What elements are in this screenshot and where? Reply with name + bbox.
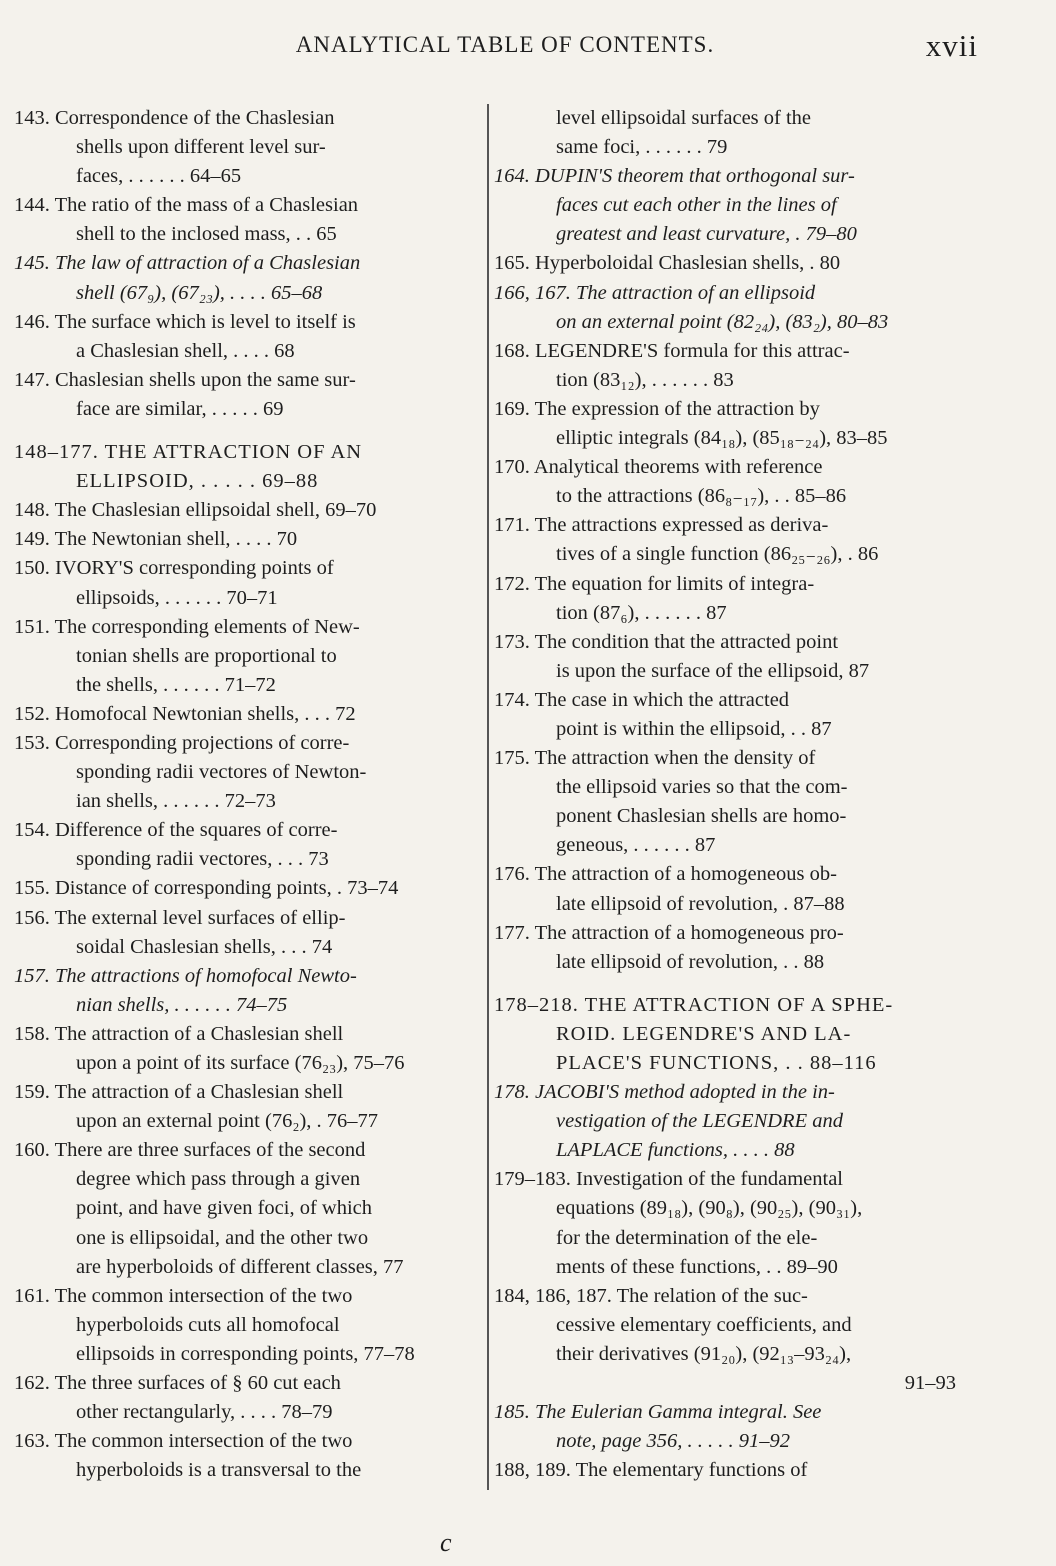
toc-line: 164. DUPIN'S theorem that orthogonal sur- [494, 165, 855, 188]
toc-line: ROID. LEGENDRE'S AND LA- [556, 1022, 852, 1045]
toc-line: one is ellipsoidal, and the other two [76, 1226, 369, 1249]
toc-line: 173. The condition that the attracted point [494, 630, 839, 653]
toc-line: tonian shells are proportional to [76, 644, 337, 667]
toc-line: equations (89₁₈), (90₈), (90₂₅), (90₃₁), [556, 1197, 863, 1220]
toc-line: 159. The attraction of a Chaslesian shell [14, 1081, 344, 1104]
toc-line: 172. The equation for limits of integra- [494, 572, 815, 595]
section-gap [494, 977, 976, 991]
toc-line: elliptic integrals (84₁₈), (85₁₈₋₂₄), 83–85 [556, 427, 888, 450]
contents-column-left [14, 104, 490, 1485]
toc-line: ments of these functions, . . 89–90 [556, 1255, 838, 1278]
toc-line: upon an external point (76₂), . 76–77 [76, 1110, 379, 1133]
toc-line: 160. There are three surfaces of the second [14, 1139, 366, 1162]
toc-line: level ellipsoidal surfaces of the [556, 107, 812, 129]
toc-line: soidal Chaslesian shells, . . . 74 [76, 935, 333, 958]
toc-line: 163. The common intersection of the two [14, 1430, 353, 1453]
toc-line: 171. The attractions expressed as deriva- [494, 514, 829, 537]
toc-line: shell to the inclosed mass, . . 65 [76, 223, 337, 246]
toc-line: hyperboloids is a transversal to the [76, 1459, 362, 1482]
toc-line: 148–177. THE ATTRACTION OF AN [14, 441, 363, 464]
toc-line: 154. Difference of the squares of corre- [14, 819, 338, 842]
toc-line: geneous, . . . . . . 87 [556, 834, 716, 857]
toc-line: 146. The surface which is level to itself is [14, 310, 356, 333]
page-title: ANALYTICAL TABLE OF CONTENTS. [295, 32, 715, 57]
toc-line: 168. LEGENDRE'S formula for this attrac- [494, 339, 850, 362]
toc-line: on an external point (82₂₄), (83₂), 80–83 [556, 310, 889, 333]
section-gap [14, 424, 490, 438]
toc-line: faces cut each other in the lines of [556, 194, 837, 217]
toc-line: tion (87₆), . . . . . . 87 [556, 601, 727, 624]
toc-line: other rectangularly, . . . . 78–79 [76, 1401, 333, 1424]
toc-line: 178. JACOBI'S method adopted in the in- [494, 1081, 835, 1104]
contents-column-right [494, 104, 976, 1485]
toc-line: cessive elementary coefficients, and [556, 1313, 852, 1336]
toc-line: note, page 356, . . . . . 91–92 [556, 1430, 791, 1453]
page-number: xvii [925, 28, 978, 63]
toc-line: LAPLACE functions, . . . . 88 [556, 1139, 795, 1162]
toc-line: shell (67₉), (67₂₃), . . . . 65–68 [76, 281, 323, 304]
toc-line: point, and have given foci, of which [76, 1197, 373, 1220]
toc-line: 165. Hyperboloidal Chaslesian shells, . 80 [494, 252, 841, 275]
toc-line: sponding radii vectores of Newton- [76, 761, 367, 784]
toc-line: late ellipsoid of revolution, . . 88 [556, 950, 825, 973]
toc-line: 144. The ratio of the mass of a Chaslesian [14, 194, 359, 217]
toc-line: 143. Correspondence of the Chaslesian [14, 107, 335, 129]
toc-line: 162. The three surfaces of § 60 cut each [14, 1372, 341, 1395]
toc-line: 148. The Chaslesian ellipsoidal shell, 69–70 [14, 499, 377, 522]
toc-line: 155. Distance of corresponding points, . 73–74 [14, 877, 399, 900]
toc-line: 174. The case in which the attracted [494, 688, 790, 711]
toc-line: 151. The corresponding elements of New- [14, 615, 360, 638]
toc-line: 177. The attraction of a homogeneous pro- [494, 921, 844, 944]
toc-line: for the determination of the ele- [556, 1226, 818, 1249]
toc-line: hyperboloids cuts all homofocal [76, 1313, 340, 1336]
toc-line: upon a point of its surface (76₂₃), 75–76 [76, 1052, 405, 1074]
page-header [0, 28, 1056, 68]
toc-line: face are similar, . . . . . 69 [76, 397, 284, 420]
toc-line: tives of a single function (86₂₅₋₂₆), . 86 [556, 543, 879, 566]
toc-line: faces, . . . . . . 64–65 [76, 165, 242, 188]
toc-line: to the attractions (86₈₋₁₇), . . 85–86 [556, 485, 847, 508]
signature-mark: c [440, 1528, 452, 1557]
toc-line: 157. The attractions of homofocal Newto- [14, 964, 357, 987]
toc-line: their derivatives (91₂₀), (92₁₃–93₂₄), [556, 1342, 852, 1365]
toc-line: 147. Chaslesian shells upon the same sur- [14, 368, 356, 391]
toc-line: late ellipsoid of revolution, . 87–88 [556, 892, 845, 915]
toc-line: 91–93 [904, 1372, 956, 1395]
toc-line: are hyperboloids of different classes, 77 [76, 1255, 404, 1278]
toc-line: sponding radii vectores, . . . 73 [76, 848, 329, 871]
toc-line: 156. The external level surfaces of ellip- [14, 906, 346, 929]
toc-line: 176. The attraction of a homogeneous ob- [494, 863, 837, 886]
toc-line: greatest and least curvature, . 79–80 [556, 223, 857, 246]
toc-line: 158. The attraction of a Chaslesian shell [14, 1022, 344, 1045]
toc-line: point is within the ellipsoid, . . 87 [556, 717, 832, 740]
toc-line: 149. The Newtonian shell, . . . . 70 [14, 528, 298, 551]
toc-line: same foci, . . . . . . 79 [556, 136, 728, 159]
toc-line: 161. The common intersection of the two [14, 1284, 353, 1307]
toc-line: 169. The expression of the attraction by [494, 397, 820, 420]
toc-line: the ellipsoid varies so that the com- [556, 776, 848, 799]
toc-line: 152. Homofocal Newtonian shells, . . . 72 [14, 702, 356, 725]
toc-line: 145. The law of attraction of a Chaslesian [14, 252, 361, 275]
toc-line: 188, 189. The elementary functions of [494, 1459, 808, 1482]
toc-line: vestigation of the LEGENDRE and [556, 1110, 843, 1133]
toc-line: ellipsoids, . . . . . . 70–71 [76, 586, 278, 609]
toc-line: ELLIPSOID, . . . . . 69–88 [76, 470, 319, 493]
toc-line: 175. The attraction when the density of [494, 747, 816, 770]
toc-line: tion (83₁₂), . . . . . . 83 [556, 368, 734, 391]
toc-line: 166, 167. The attraction of an ellipsoid [494, 281, 816, 304]
toc-line: nian shells, . . . . . . 74–75 [76, 993, 288, 1016]
toc-line: 184, 186, 187. The relation of the suc- [494, 1284, 808, 1307]
toc-line: ponent Chaslesian shells are homo- [556, 805, 847, 828]
toc-line: PLACE'S FUNCTIONS, . . 88–116 [556, 1052, 877, 1074]
toc-line: ellipsoids in corresponding points, 77–78 [76, 1342, 415, 1365]
toc-line: 179–183. Investigation of the fundamental [494, 1168, 843, 1191]
toc-line: 150. IVORY'S corresponding points of [14, 557, 334, 580]
toc-line: degree which pass through a given [76, 1168, 361, 1191]
column-divider [487, 104, 489, 1490]
toc-line: 170. Analytical theorems with reference [494, 456, 823, 479]
toc-line: 153. Corresponding projections of corre- [14, 731, 350, 754]
toc-line: shells upon different level sur- [76, 136, 326, 159]
toc-line: ian shells, . . . . . . 72–73 [76, 790, 276, 813]
toc-line: the shells, . . . . . . 71–72 [76, 673, 276, 696]
toc-line: 178–218. THE ATTRACTION OF A SPHE- [494, 993, 894, 1016]
toc-line: a Chaslesian shell, . . . . 68 [76, 339, 295, 362]
toc-line: 185. The Eulerian Gamma integral. See [494, 1401, 822, 1424]
toc-line: is upon the surface of the ellipsoid, 87 [556, 659, 870, 682]
